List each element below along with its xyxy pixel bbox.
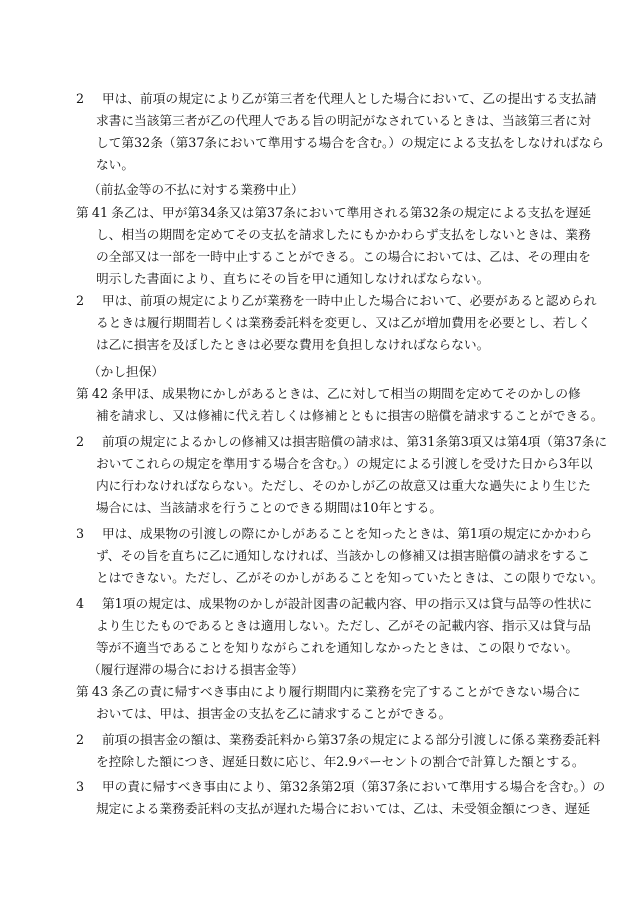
line-text: 乙の責に帰すべき事由により履行期間内に業務を完了することができない場合に [124, 684, 581, 699]
line-text: ない。 [96, 157, 135, 172]
paragraph-line [96, 249, 591, 265]
line-text: 甲ほ、成果物にかしがあるときは、乙に対して相当の期間を定めてそのかしの修 [124, 386, 581, 401]
line-text: （履行遅滞の場合における損害金等） [88, 662, 304, 677]
paragraph-number: 2 [76, 434, 85, 449]
paragraph-line [76, 596, 593, 612]
line-text: 明示した書面により、直ちにその旨を甲に通知しなければならない。 [96, 271, 490, 286]
paragraph-line [96, 456, 593, 472]
paragraph-line [76, 293, 597, 309]
section-heading [88, 364, 548, 380]
paragraph-line [96, 315, 591, 331]
line-text: 求書に当該第三者が乙の代理人である旨の明記がなされているときは、当該第三者に対 [96, 113, 591, 128]
line-text: 前項の損害金の額は、業務委託料から第37条の規定による部分引渡しに係る業務委託料 [102, 732, 601, 747]
line-text: るときは履行期間若しくは業務委託料を変更し、又は乙が増加費用を必要とし、若しく [96, 315, 591, 330]
line-text: 甲は、成果物の引渡しの際にかしがあることを知ったときは、第1項の規定にかかわら [102, 526, 593, 541]
paragraph-line [96, 157, 548, 173]
line-text: より生じたものであるときは適用しない。ただし、乙がその記載内容、指示又は貸与品 [96, 618, 591, 633]
paragraph-line [96, 801, 591, 817]
line-text: 場合には、当該請求を行うことのできる期間は10年とする。 [96, 500, 443, 515]
paragraph-line [96, 640, 579, 656]
line-text: 甲の責に帰すべき事由により、第32条第2項（第37条において準用する場合を含む。）の [102, 779, 606, 794]
paragraph-line [96, 618, 591, 634]
line-text: （かし担保） [88, 364, 165, 379]
line-text: （前払金等の不払に対する業務中止） [88, 182, 304, 197]
line-text: して第32条（第37条において準用する場合を含む。）の規定による支払をしなければなら [96, 135, 605, 150]
line-text: 甲は、前項の規定により乙が業務を一時中止した場合において、必要があると認められ [102, 293, 597, 308]
line-text: ず、その旨を直ちに乙に通知しなければ、当該かしの修補又は損害賠償の請求をするこ [96, 548, 590, 563]
paragraph-line [96, 135, 605, 151]
paragraph-line [96, 227, 591, 243]
line-text: 前項の規定によるかしの修補又は損害賠償の請求は、第31条第3項又は第4項（第37条に [102, 434, 608, 449]
line-text: 等が不適当であることを知りながらこれを通知しなかったときは、この限りでない。 [96, 640, 579, 655]
paragraph-number: 2 [76, 293, 85, 308]
article-number: 第41条 [76, 205, 124, 220]
line-text: 乙は、甲が第34条又は第37条において準用される第32条の規定による支払を遅延 [124, 205, 592, 220]
paragraph-line [96, 337, 548, 353]
paragraph-line [96, 754, 585, 770]
paragraph-line [96, 570, 604, 586]
paragraph-line [96, 113, 591, 129]
line-text: を控除した額につき、遅延日数に応じ、年2.9パーセントの割合で計算した額とする。 [96, 754, 585, 769]
line-text: 規定による業務委託料の支払が遅れた場合においては、乙は、未受領金額につき、遅延 [96, 801, 591, 816]
paragraph-line [96, 706, 548, 722]
section-heading [88, 182, 548, 198]
paragraph-line [96, 408, 604, 424]
section-heading [88, 662, 548, 678]
paragraph-line [96, 478, 591, 494]
article-line [76, 386, 581, 402]
paragraph-line [76, 732, 601, 748]
paragraph-number: 3 [76, 779, 85, 794]
article-line [76, 684, 581, 700]
line-text: 補を請求し、又は修補に代え若しくは修補とともに損害の賠償を請求することができる。 [96, 408, 604, 423]
paragraph-line [96, 271, 548, 287]
line-text: とはできない。ただし、乙がそのかしがあることを知っていたときは、この限りでない。 [96, 570, 604, 585]
paragraph-line [76, 434, 608, 450]
line-text: は乙に損害を及ぼしたときは必要な費用を負担しなければならない。 [96, 337, 490, 352]
line-text: おいてこれらの規定を準用する場合を含む。）の規定による引渡しを受けた日から3年以 [96, 456, 593, 471]
paragraph-line [76, 91, 597, 107]
paragraph-line [76, 526, 593, 542]
article-line [76, 205, 592, 221]
line-text: し、相当の期間を定めてその支払を請求したにもかかわらず支払をしないときは、業務 [96, 227, 591, 242]
paragraph-number: 2 [76, 732, 85, 747]
line-text: 甲は、前項の規定により乙が第三者を代理人とした場合において、乙の提出する支払請 [102, 91, 597, 106]
paragraph-number: 4 [76, 596, 85, 611]
paragraph-line [76, 779, 606, 795]
article-number: 第43条 [76, 684, 124, 699]
paragraph-number: 3 [76, 526, 85, 541]
paragraph-line [96, 548, 590, 564]
line-text: の全部又は一部を一時中止することができる。この場合においては、乙は、その理由を [96, 249, 591, 264]
line-text: おいては、甲は、損害金の支払を乙に請求することができる。 [96, 706, 452, 721]
paragraph-line [96, 500, 548, 516]
line-text: 内に行わなければならない。ただし、そのかしが乙の故意又は重大な過失により生じた [96, 478, 591, 493]
article-number: 第42条 [76, 386, 124, 401]
paragraph-number: 2 [76, 91, 85, 106]
line-text: 第1項の規定は、成果物のかしが設計図書の記載内容、甲の指示又は貸与品等の性状に [102, 596, 593, 611]
